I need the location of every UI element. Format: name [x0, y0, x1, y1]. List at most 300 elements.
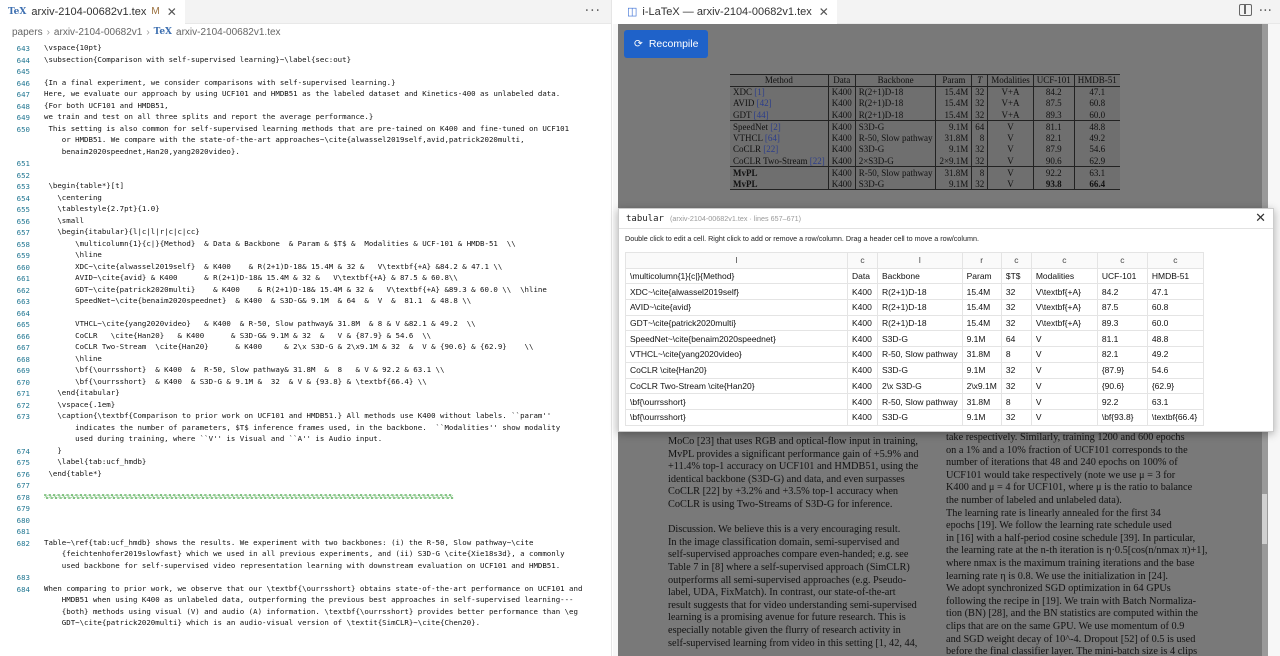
document-line: number of iterations that 48 and 240 epochs on 100% of — [946, 457, 1178, 469]
rendered-header-cell: UCF-101 — [1033, 75, 1074, 87]
tabular-cell[interactable]: 32 — [1001, 284, 1031, 300]
rendered-cell: R-50, Slow pathway — [855, 167, 936, 179]
code-line[interactable]: {feichtenhofer2019slowfast} which we used in all previous experiments, and (ii) S3D-G \cite{Xie18s3d}, a commonly — [44, 549, 565, 558]
tabular-cell[interactable]: K400 — [848, 394, 878, 410]
line-number: 646 — [16, 78, 30, 88]
method-name: CoCLR Two-Stream — [733, 155, 808, 166]
document-line: in [16] with a half-period cosine schedule [39]. In particular, — [946, 532, 1196, 544]
code-line[interactable]: HMDB51 when using K400 as unlabeled data, outperforming the previous best approaches in self-supervised learning--- — [44, 595, 574, 604]
tabular-cell[interactable]: V\textbf{+A} — [1031, 300, 1097, 316]
tabular-cell[interactable]: 31.8M — [962, 394, 1001, 410]
line-number: 655 — [16, 205, 30, 214]
line-number: 656 — [16, 216, 30, 226]
line-number: 674 — [16, 446, 30, 456]
document-line: learning rate η is 0.8. We use the initialization in [24]. — [946, 570, 1168, 582]
document-line: CoCLR is using Two-Streams of S3D-G for inference. — [668, 498, 893, 510]
rendered-table-row — [730, 167, 1120, 179]
breadcrumb-item[interactable]: arxiv-2104-00682v1.tex — [176, 26, 281, 38]
tabular-cell[interactable]: V — [1031, 409, 1097, 425]
tabular-cell[interactable]: GDT~\cite{patrick2020multi} — [626, 315, 848, 331]
code-line[interactable]: used during training, where ``V'' is Visual and ``A'' is Audio input. — [44, 434, 383, 443]
line-number: 651 — [16, 159, 30, 168]
rendered-cell: 31.8M — [936, 167, 972, 179]
document-line: learning is a promising avenue for future research. This is — [668, 612, 906, 624]
tabular-cell[interactable]: R(2+1)D-18 — [878, 300, 963, 316]
tabular-cell[interactable]: CoCLR Two-Stream \cite{Han20} — [626, 378, 848, 394]
rendered-cell: 9.1M — [936, 178, 972, 190]
rendered-cell — [730, 86, 828, 98]
tabular-cell[interactable]: 8 — [1001, 394, 1031, 410]
rendered-header-cell: Param — [936, 75, 972, 87]
document-line: take respectively. Similarly, training 1200 and 600 epochs — [946, 432, 1185, 443]
rendered-cell: S3D-G — [855, 178, 936, 190]
rendered-cell — [730, 109, 828, 121]
line-number: 660 — [16, 262, 30, 272]
citation[interactable]: [22] — [809, 155, 825, 166]
tabular-cell[interactable]: 89.3 — [1097, 315, 1147, 331]
tabular-cell[interactable]: V\textbf{+A} — [1031, 315, 1097, 331]
code-line[interactable]: \vspace{.1em} — [44, 399, 116, 409]
tabular-row — [626, 268, 1204, 284]
recompile-button[interactable] — [624, 30, 708, 58]
citation[interactable]: [22] — [763, 144, 779, 155]
tabular-cell[interactable]: K400 — [848, 409, 878, 425]
rendered-cell: R(2+1)D-18 — [855, 98, 936, 110]
tabular-cell[interactable]: 60.0 — [1147, 315, 1203, 331]
tabular-cell[interactable]: \bf{93.8} — [1097, 409, 1147, 425]
document-line: the number of labeled and unlabeled data). — [946, 494, 1122, 506]
rendered-cell: 32 — [972, 98, 988, 110]
rendered-cell: 32 — [972, 109, 988, 121]
rendered-cell: K400 — [828, 121, 855, 133]
line-number: 645 — [16, 67, 30, 76]
document-line: K400 and μ = 4 for UCF101, where μ is the ratio to balance — [946, 482, 1193, 494]
rendered-cell: 87.5 — [1033, 98, 1074, 110]
line-number: 673 — [16, 412, 30, 421]
rendered-table — [730, 74, 1120, 190]
code-line[interactable]: XDC~\cite{alwassel2019self} & K400 & R(2+1)D-18& 15.4M & 32 & V\textbf{+A} &84.2 & 47.1 \\ — [44, 261, 503, 271]
tabular-cell[interactable]: V — [1031, 362, 1097, 378]
tabular-editor-popup — [618, 208, 1274, 432]
tabular-row — [626, 331, 1204, 347]
tabular-cell[interactable]: R-50, Slow pathway — [878, 347, 963, 363]
tabular-cell[interactable]: 15.4M — [962, 284, 1001, 300]
tabular-cell[interactable]: 92.2 — [1097, 394, 1147, 410]
tabular-cell[interactable]: {62.9} — [1147, 378, 1203, 394]
rendered-cell: V+A — [988, 98, 1034, 110]
tabular-cell[interactable]: V — [1031, 331, 1097, 347]
tabular-cell[interactable]: V — [1031, 378, 1097, 394]
line-number: 669 — [16, 366, 30, 375]
code-line[interactable]: \subsection{Comparison with self-supervised learning}~\label{sec:out} — [44, 54, 352, 64]
rendered-cell: 81.1 — [1033, 121, 1074, 133]
tabular-row — [626, 394, 1204, 410]
split-editor-icon[interactable] — [1239, 4, 1252, 16]
more-actions-icon[interactable]: ··· — [1258, 3, 1272, 19]
tabular-cell[interactable]: Data — [848, 268, 878, 284]
scrollbar-thumb[interactable] — [1262, 494, 1267, 544]
code-line[interactable]: AVID~\cite{avid} & K400 & R(2+1)D-18& 15.4M & 32 & V\textbf{+A} & 87.5 & 60.8\\ — [44, 273, 458, 282]
rendered-cell: K400 — [828, 144, 855, 156]
preview-tab-label: i-LaTeX — arxiv-2104-00682v1.tex — [642, 5, 812, 18]
rendered-cell: R-50, Slow pathway — [855, 132, 936, 144]
rendered-cell: 2×S3D-G — [855, 155, 936, 167]
tabular-cell[interactable]: S3D-G — [878, 331, 963, 347]
tabular-cell[interactable]: 9.1M — [962, 362, 1001, 378]
tabular-cell[interactable]: XDC~\cite{alwassel2019self} — [626, 284, 848, 300]
code-line[interactable]: \hline — [44, 353, 102, 363]
tabular-cell[interactable]: 81.1 — [1097, 331, 1147, 347]
tabular-cell[interactable]: 31.8M — [962, 347, 1001, 363]
tabular-cell[interactable]: 32 — [1001, 300, 1031, 316]
rendered-cell: S3D-G — [855, 144, 936, 156]
method-name: XDC — [733, 87, 753, 97]
tabular-cell[interactable]: \textbf{66.4} — [1147, 409, 1203, 425]
document-line: self-supervised learning from video in this setting [1, 42, 44, — [668, 637, 918, 649]
document-line: especially notable given the flurry of research activity in — [668, 624, 901, 636]
tabular-cell[interactable]: 8 — [1001, 347, 1031, 363]
citation[interactable]: [1] — [754, 87, 765, 97]
tabular-cell[interactable]: VTHCL~\cite{yang2020video} — [626, 347, 848, 363]
tabular-cell[interactable]: 9.1M — [962, 409, 1001, 425]
tabular-cell[interactable]: UCF-101 — [1097, 268, 1147, 284]
line-number: 676 — [16, 469, 30, 479]
code-line[interactable]: {For both UCF101 and HMDB51, — [44, 100, 169, 110]
popup-subtitle: (arxiv-2104-00682v1.tex · lines 657–671) — [669, 214, 801, 223]
popup-title: tabular — [626, 213, 664, 224]
rendered-cell: V — [988, 178, 1034, 190]
popup-instructions — [619, 229, 1273, 248]
column-spec-cell[interactable]: r — [962, 253, 1001, 269]
popup-header — [619, 209, 1273, 229]
code-line[interactable]: \bf{\ourrsshort} & K400 & R-50, Slow pathway& 31.8M & 8 & V & 92.2 & 63.1 \\ — [44, 365, 445, 374]
rendered-cell: 62.9 — [1074, 155, 1120, 167]
tabular-cell[interactable]: K400 — [848, 362, 878, 378]
tabular-cell[interactable]: 87.5 — [1097, 300, 1147, 316]
rendered-cell: 92.2 — [1033, 167, 1074, 179]
tabular-cell[interactable]: Param — [962, 268, 1001, 284]
rendered-cell: 84.2 — [1033, 86, 1074, 98]
rendered-cell: K400 — [828, 98, 855, 110]
tex-file-icon: TeX — [153, 27, 173, 37]
code-line[interactable]: \end{itabular} — [44, 388, 120, 397]
rendered-cell: S3D-G — [855, 121, 936, 133]
rendered-cell: 2×9.1M — [936, 155, 972, 167]
rendered-cell: 82.1 — [1033, 132, 1074, 144]
rendered-table-row — [730, 109, 1120, 121]
code-line[interactable]: or HMDB51. We compare with the state-of-the-art approaches~\cite{alwassel2019self,avid,patrick2020multi, — [44, 135, 525, 144]
column-spec-cell[interactable]: l — [626, 253, 848, 269]
modified-indicator: M — [151, 6, 160, 17]
rendered-cell: K400 — [828, 109, 855, 121]
line-number: 680 — [16, 515, 30, 525]
tabular-cell[interactable]: HMDB-51 — [1147, 268, 1203, 284]
close-icon[interactable]: ✕ — [166, 4, 177, 19]
document-text-left-column — [668, 436, 936, 650]
tabular-cell[interactable]: \multicolumn{1}{c|}{Method} — [626, 268, 848, 284]
chevron-right-icon: › — [146, 26, 150, 38]
code-line[interactable]: \end{table*} — [44, 468, 102, 478]
line-number: 666 — [16, 331, 30, 341]
document-line: MvPL provides a significant performance gain of +5.9% and — [668, 448, 919, 460]
tabular-cell[interactable]: 32 — [1001, 378, 1031, 394]
code-line[interactable]: Here, we evaluate our approach by using UCF101 and HMDB51 as the labeled dataset and Kinetics-400 as unlabeled data. — [44, 89, 561, 98]
line-number: 668 — [16, 354, 30, 364]
rendered-cell: 93.8 — [1033, 178, 1074, 190]
breadcrumb-item[interactable]: arxiv-2104-00682v1 — [53, 26, 143, 38]
rendered-cell: 60.0 — [1074, 109, 1120, 121]
column-spec-cell[interactable]: c — [1001, 253, 1031, 269]
document-line: before the final classifier layer. The mini-batch size is 4 clips — [946, 646, 1198, 656]
tabular-cell[interactable]: 82.1 — [1097, 347, 1147, 363]
code-line[interactable]: CoCLR Two-Stream \cite{Han20} & K400 & 2\x S3D-G & 2\x9.1M & 32 & V & {90.6} & {62.9} \\ — [44, 342, 534, 351]
line-number: 671 — [16, 389, 30, 398]
editor-tab[interactable] — [0, 0, 185, 24]
tabular-cell[interactable]: K400 — [848, 284, 878, 300]
tabular-cell[interactable]: 32 — [1001, 362, 1031, 378]
document-line: epochs [19]. We follow the learning rate schedule used — [946, 520, 1172, 532]
rendered-header-cell: Data — [828, 75, 855, 87]
rendered-cell: 8 — [972, 132, 988, 144]
line-number: 649 — [16, 113, 30, 122]
tabular-cell[interactable]: 2\x S3D-G — [878, 378, 963, 394]
code-line[interactable]: {both} methods using visual (V) and audio (A) information. \textbf{\ourrsshort} provides better performance than \eg — [44, 606, 578, 616]
line-number: 675 — [16, 458, 30, 467]
tabular-cell[interactable]: AVID~\cite{avid} — [626, 300, 848, 316]
tabular-cell[interactable]: K400 — [848, 347, 878, 363]
rendered-table-row — [730, 144, 1120, 156]
code-line[interactable]: SpeedNet~\cite{benaim2020speednet} & K400 & S3D-G& 9.1M & 64 & V & 81.1 & 48.8 \\ — [44, 296, 472, 305]
code-line[interactable]: } — [44, 445, 62, 455]
line-number: 683 — [16, 573, 30, 582]
code-line[interactable]: %%%%%%%%%%%%%%%%%%%%%%%%%%%%%%%%%%%%%%%%%%%%%%%%%%%%%%%%%%%%%%%%%%%%%%%%%%%%%%%%%%%%%%%%%%%% — [44, 491, 454, 501]
more-actions-icon[interactable]: ··· — [584, 3, 601, 19]
instructions-text: Double click to edit a cell. Right click to add or remove a row/column. Drag a header cell to move a row/column. — [625, 234, 979, 243]
rendered-cell — [730, 144, 828, 156]
rendered-cell: 8 — [972, 167, 988, 179]
tabular-cell[interactable]: 48.8 — [1147, 331, 1203, 347]
tabular-cell[interactable]: V — [1031, 394, 1097, 410]
rendered-cell: 31.8M — [936, 132, 972, 144]
document-line: the learning rate at the n-th iteration is η·0.5[cos(n/nmax π)+1], — [946, 545, 1208, 557]
code-line[interactable]: Table~\ref{tab:ucf_hmdb} shows the results. We experiment with two backbones: (i) the R-50, Slow pathway~\cite — [44, 537, 534, 547]
rendered-cell: 32 — [972, 155, 988, 167]
tabular-cell[interactable]: 49.2 — [1147, 347, 1203, 363]
close-icon[interactable]: ✕ — [818, 4, 829, 19]
code-line[interactable]: \begin{itabular}{l|c|l|r|c|c|cc} — [44, 227, 200, 236]
tabular-cell[interactable]: K400 — [848, 300, 878, 316]
rendered-cell: 9.1M — [936, 144, 972, 156]
rendered-cell: 32 — [972, 178, 988, 190]
document-line: MoCo [23] that uses RGB and optical-flow input in training, — [668, 436, 918, 447]
tabular-cell[interactable]: 15.4M — [962, 315, 1001, 331]
code-line[interactable]: This setting is also common for self-supervised learning methods that are pre-tained on K400 and fine-tuned on UCF101 — [44, 123, 570, 133]
tabular-cell[interactable]: 64 — [1001, 331, 1031, 347]
code-line[interactable]: \multicolumn{1}{c|}{Method} & Data & Backbone & Param & $T$ & Modalities & UCF-101 & HMDB-51 \\ — [44, 238, 516, 248]
code-line[interactable]: \begin{table*}[t] — [44, 181, 125, 190]
document-line: CoCLR [22] by +3.2% and +3.5% top-1 accuracy when — [668, 486, 899, 498]
breadcrumb-item[interactable]: papers — [12, 26, 43, 38]
tabular-cell[interactable]: K400 — [848, 331, 878, 347]
column-spec-cell[interactable]: c — [1031, 253, 1097, 269]
tabular-cell[interactable]: \bf{\ourrsshort} — [626, 394, 848, 410]
code-line[interactable]: \small — [44, 215, 85, 225]
document-line — [668, 512, 936, 525]
document-line: clips that are on the same GPU. We use momentum of 0.9 — [946, 620, 1185, 632]
column-spec-cell[interactable]: l — [878, 253, 963, 269]
code-line[interactable]: \vspace{10pt} — [44, 43, 102, 52]
document-text-right-column — [946, 432, 1226, 656]
method-name: MvPL — [733, 167, 758, 178]
close-icon[interactable]: ✕ — [1255, 211, 1266, 226]
document-line: self-supervised approaches compare even-handed; e.g. see — [668, 549, 909, 561]
document-line: where nmax is the maximum training iterations and the base — [946, 557, 1195, 569]
rendered-cell — [730, 132, 828, 144]
code-line[interactable]: VTHCL~\cite{yang2020video} & K400 & R-50, Slow pathway& 31.8M & 8 & V &82.1 & 49.2 \\ — [44, 319, 476, 328]
tabular-cell[interactable]: Backbone — [878, 268, 963, 284]
tabular-cell[interactable]: 9.1M — [962, 331, 1001, 347]
tabular-cell[interactable]: 60.8 — [1147, 300, 1203, 316]
line-number: 677 — [16, 481, 30, 490]
tabular-cell[interactable]: S3D-G — [878, 362, 963, 378]
tabular-cell[interactable]: 2\x9.1M — [962, 378, 1001, 394]
tabular-cell[interactable]: 63.1 — [1147, 394, 1203, 410]
method-name: MvPL — [733, 178, 758, 189]
tabular-cell[interactable]: \bf{\ourrsshort} — [626, 409, 848, 425]
rendered-cell: K400 — [828, 155, 855, 167]
code-line[interactable]: \caption{\textbf{Comparison to prior work on UCF101 and HMDB51.} All methods use K400 without labels. ``param'' — [44, 411, 552, 420]
recompile-label: Recompile — [648, 38, 699, 50]
rendered-header-cell: Backbone — [855, 75, 936, 87]
preview-tabbar — [613, 0, 1280, 24]
code-line[interactable]: used backbone for self-supervised video representation learning with downstream evaluation on UCF101 and HMDB51. — [44, 560, 561, 570]
column-spec-cell[interactable]: c — [1147, 253, 1203, 269]
document-line: We adopt synchronized SGD optimization in 64 GPUs — [946, 583, 1171, 595]
rendered-cell — [730, 155, 828, 167]
code-line[interactable]: GDT~\cite{patrick2020multi} which is an audio-visual version of \textit{SimCLR}~\cite{Chen20}. — [44, 618, 481, 627]
line-number: 665 — [16, 320, 30, 329]
rendered-cell: R(2+1)D-18 — [855, 86, 936, 98]
document-line: on a 1% and a 10% fraction of UCF101 corresponds to the — [946, 444, 1188, 456]
rendered-cell: 54.6 — [1074, 144, 1120, 156]
tabular-cell[interactable]: CoCLR \cite{Han20} — [626, 362, 848, 378]
rendered-cell: 63.1 — [1074, 167, 1120, 179]
citation[interactable]: [42] — [756, 98, 772, 109]
code-line[interactable]: \label{tab:ucf_hmdb} — [44, 457, 147, 466]
tabular-row — [626, 378, 1204, 394]
line-number: 679 — [16, 504, 30, 513]
document-line: The learning rate is linearly annealed for the first 34 — [946, 507, 1161, 519]
line-number: 659 — [16, 251, 30, 260]
preview-tab[interactable] — [613, 0, 837, 24]
tabular-cell[interactable]: 47.1 — [1147, 284, 1203, 300]
tabular-cell[interactable]: {90.6} — [1097, 378, 1147, 394]
tabular-cell[interactable]: SpeedNet~\cite{benaim2020speednet} — [626, 331, 848, 347]
code-line[interactable]: \hline — [44, 250, 102, 259]
rendered-table-row — [730, 121, 1120, 133]
rendered-cell: 9.1M — [936, 121, 972, 133]
code-line[interactable]: indicates the number of parameters, $T$ inference frames used, in the backbone. ``Modalities'' show modality — [44, 422, 561, 432]
method-name: VTHCL — [733, 132, 763, 143]
rendered-cell: V — [988, 167, 1034, 179]
rendered-cell: 89.3 — [1033, 109, 1074, 121]
citation[interactable]: [64] — [764, 132, 780, 143]
line-number: 657 — [16, 228, 30, 237]
code-line[interactable]: \tablestyle{2.7pt}{1.0} — [44, 204, 160, 213]
line-number: 647 — [16, 90, 30, 99]
code-line[interactable]: When comparing to prior work, we observe that our \textbf{\ourrsshort} obtains state-of-the-art performance on UCF101 and — [44, 583, 583, 593]
rendered-cell — [730, 167, 828, 179]
document-line: label, UDA, FixMatch). In contrast, our state-of-the-art — [668, 587, 896, 599]
tabular-cell[interactable]: V — [1031, 347, 1097, 363]
line-number: 643 — [16, 44, 30, 53]
tabular-cell[interactable]: R-50, Slow pathway — [878, 394, 963, 410]
citation[interactable]: [44] — [753, 109, 769, 120]
column-spec-cell[interactable]: c — [1097, 253, 1147, 269]
tabular-cell[interactable]: 15.4M — [962, 300, 1001, 316]
tabular-cell[interactable]: R(2+1)D-18 — [878, 315, 963, 331]
rendered-cell: 90.6 — [1033, 155, 1074, 167]
tabular-cell[interactable]: V\textbf{+A} — [1031, 284, 1097, 300]
citation[interactable]: [2] — [770, 121, 781, 132]
line-number: 648 — [16, 101, 30, 111]
rendered-cell: 64 — [972, 121, 988, 133]
tabular-cell[interactable]: Modalities — [1031, 268, 1097, 284]
line-number: 670 — [16, 377, 30, 387]
rendered-cell: 49.2 — [1074, 132, 1120, 144]
column-spec-cell[interactable]: c — [848, 253, 878, 269]
tabular-cell[interactable]: 84.2 — [1097, 284, 1147, 300]
rendered-cell: 15.4M — [936, 86, 972, 98]
code-line[interactable]: \bf{\ourrsshort} & K400 & S3D-G & 9.1M & 32 & V & {93.8} & \textbf{66.4} \\ — [44, 376, 427, 386]
rendered-cell: K400 — [828, 132, 855, 144]
tabular-grid[interactable] — [625, 252, 1204, 426]
code-line[interactable]: CoCLR \cite{Han20} & K400 & S3D-G& 9.1M & 32 & V & {87.9} & 54.6 \\ — [44, 330, 432, 340]
tabular-cell[interactable]: K400 — [848, 378, 878, 394]
method-name: SpeedNet — [733, 121, 768, 132]
rendered-cell: 48.8 — [1074, 121, 1120, 133]
line-number: 684 — [16, 584, 30, 594]
tabular-row — [626, 347, 1204, 363]
code-line[interactable]: {In a final experiment, we consider comparisons with self-supervised learning.} — [44, 77, 396, 87]
tabular-cell[interactable]: {87.9} — [1097, 362, 1147, 378]
rendered-table-row — [730, 155, 1120, 167]
rendered-cell — [730, 178, 828, 190]
tabular-cell[interactable]: $T$ — [1001, 268, 1031, 284]
tabular-row — [626, 409, 1204, 425]
code-line[interactable]: benaim2020speednet,Han20,yang2020video}. — [44, 146, 240, 156]
document-line: following the recipe in [19]. We train with Batch Normaliza- — [946, 595, 1197, 607]
tabular-cell[interactable]: K400 — [848, 315, 878, 331]
rendered-cell: K400 — [828, 167, 855, 179]
code-line[interactable]: GDT~\cite{patrick2020multi} & K400 & R(2+1)D-18& 15.4M & 32 & V\textbf{+A} &89.3 & 60.0 \\ \hline — [44, 284, 547, 294]
document-line: tion (BN) [28], and the BN statistics are computed within the — [946, 608, 1198, 620]
tabular-cell[interactable]: 32 — [1001, 409, 1031, 425]
code-line[interactable]: \centering — [44, 192, 102, 202]
code-line[interactable]: we train and test on all three splits and report the average performance.} — [44, 112, 374, 121]
tabular-cell[interactable]: S3D-G — [878, 409, 963, 425]
rendered-table-row — [730, 178, 1120, 190]
breadcrumb — [0, 24, 611, 40]
tabular-cell[interactable]: 32 — [1001, 315, 1031, 331]
tabular-cell[interactable]: 54.6 — [1147, 362, 1203, 378]
tabular-cell[interactable]: R(2+1)D-18 — [878, 284, 963, 300]
line-number: 672 — [16, 400, 30, 410]
line-number: 682 — [16, 538, 30, 548]
rendered-cell: 47.1 — [1074, 86, 1120, 98]
column-spec-row — [626, 253, 1204, 269]
method-name: AVID — [733, 98, 755, 109]
